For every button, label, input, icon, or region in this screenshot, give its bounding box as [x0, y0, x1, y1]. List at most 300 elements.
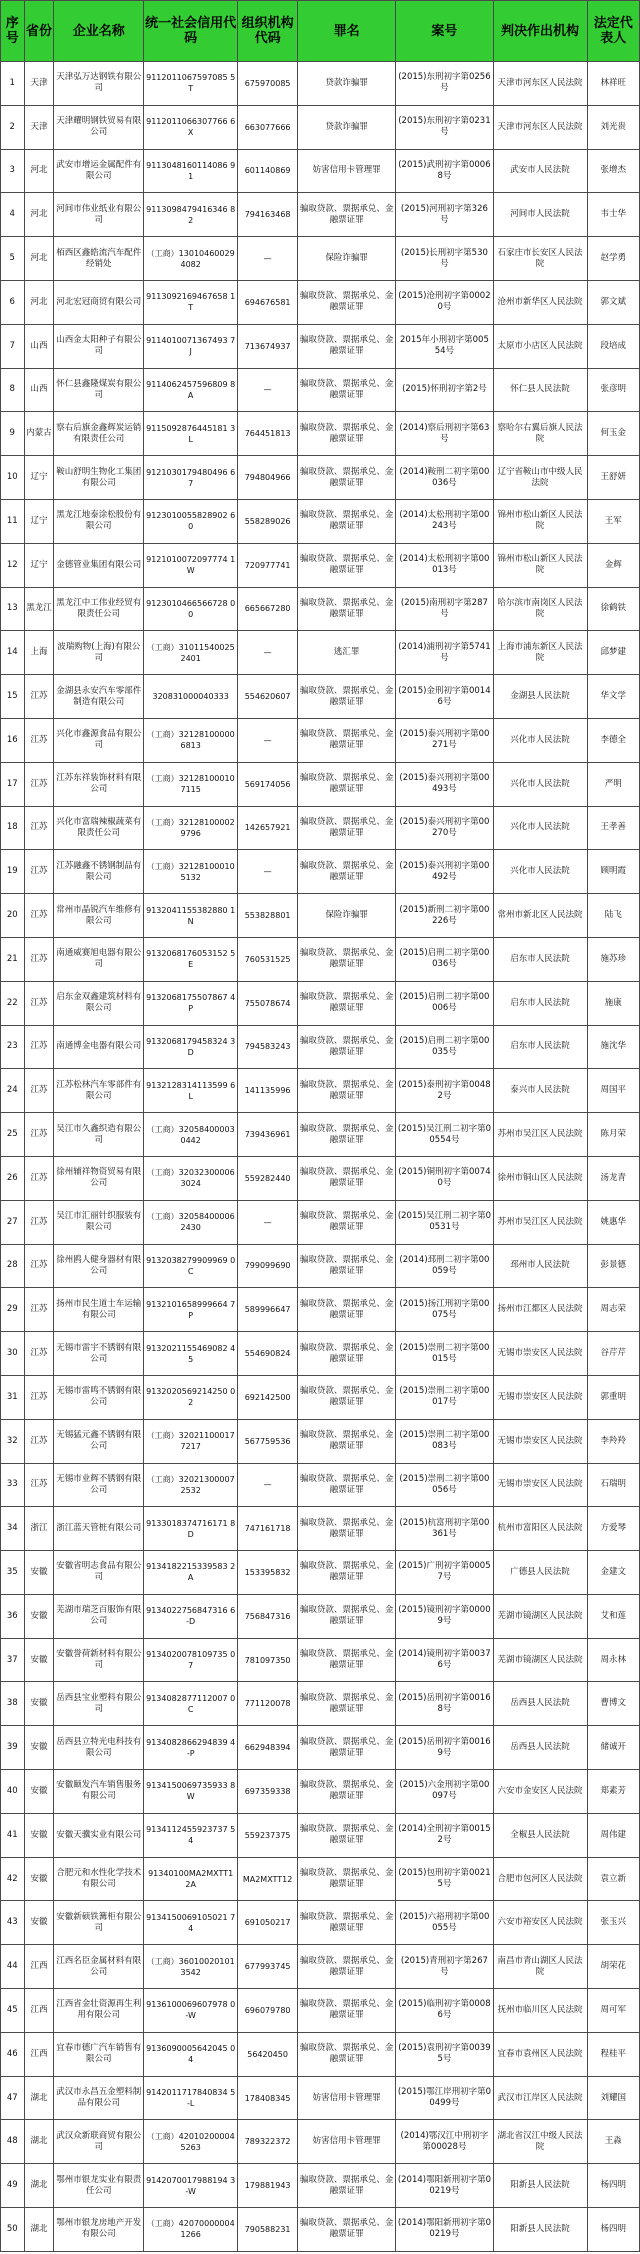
company-name-cell: 金湖县永安汽车零部件制造有限公司 — [54, 675, 144, 719]
org-code-cell: 771120078 — [238, 1682, 298, 1726]
seq-cell: 48 — [1, 2120, 25, 2164]
legal-rep-cell: 彭景德 — [587, 1244, 639, 1288]
header-court: 判决作出机构 — [493, 1, 587, 62]
table-row — [1, 1288, 640, 1332]
org-code-cell: 756847316 — [238, 1594, 298, 1638]
charge-cell: 骗取贷款、票据承兑、金融票证罪 — [298, 1901, 396, 1945]
court-cell: 湖北省汉江中级人民法院 — [493, 2120, 587, 2164]
seq-cell: 21 — [1, 937, 25, 981]
province-cell: 江苏 — [24, 806, 54, 850]
case-number-cell: (2015)泰刑初字第00482号 — [396, 1069, 493, 1113]
legal-rep-cell: 顾明霞 — [587, 850, 639, 894]
court-cell: 锦州市松山新区人民法院 — [493, 499, 587, 543]
credit-code-cell: （工商）420700000041266 — [144, 2208, 238, 2252]
seq-cell: 30 — [1, 1332, 25, 1376]
seq-cell: 17 — [1, 762, 25, 806]
province-cell: 河北 — [24, 149, 54, 193]
table-row — [1, 149, 640, 193]
province-cell: 江苏 — [24, 1419, 54, 1463]
court-cell: 阳新县人民法院 — [493, 2208, 587, 2252]
court-cell: 宜春市袁州区人民法院 — [493, 2032, 587, 2076]
province-cell: 辽宁 — [24, 456, 54, 500]
table-row — [1, 1375, 640, 1419]
seq-cell: 45 — [1, 1989, 25, 2033]
case-number-cell: (2015)泰兴刑初字第00271号 — [396, 718, 493, 762]
province-cell: 江苏 — [24, 1156, 54, 1200]
legal-rep-cell: 刘光贵 — [587, 105, 639, 149]
province-cell: 江苏 — [24, 894, 54, 938]
seq-cell: 15 — [1, 675, 25, 719]
court-cell: 天津市河东区人民法院 — [493, 105, 587, 149]
court-cell: 岳西县人民法院 — [493, 1682, 587, 1726]
legal-rep-cell: 张彦明 — [587, 368, 639, 412]
table-row — [1, 324, 640, 368]
company-name-cell: 南通博金电器有限公司 — [54, 1025, 144, 1069]
charge-cell: 骗取贷款、票据承兑、金融票证罪 — [298, 280, 396, 324]
seq-cell: 25 — [1, 1113, 25, 1157]
credit-code-cell: 9123010055828902 60 — [144, 499, 238, 543]
province-cell: 湖北 — [24, 2076, 54, 2120]
org-code-cell: 697359338 — [238, 1770, 298, 1814]
org-code-cell: 178408345 — [238, 2076, 298, 2120]
province-cell: 安徽 — [24, 1813, 54, 1857]
charge-cell: 骗取贷款、票据承兑、金融票证罪 — [298, 762, 396, 806]
charge-cell: 骗取贷款、票据承兑、金融票证罪 — [298, 1726, 396, 1770]
table-row — [1, 1857, 640, 1901]
province-cell: 湖北 — [24, 2120, 54, 2164]
case-number-cell: (2015)袁刑初字第00395号 — [396, 2032, 493, 2076]
table-row — [1, 1901, 640, 1945]
case-number-cell: (2015)东刑初字第0256号 — [396, 62, 493, 106]
charge-cell: 妨害信用卡管理罪 — [298, 2120, 396, 2164]
case-number-cell: (2015)镜刑初字第00009号 — [396, 1594, 493, 1638]
header-company-name: 企业名称 — [54, 1, 144, 62]
court-cell: 启东市人民法院 — [493, 981, 587, 1025]
province-cell: 江西 — [24, 1945, 54, 1989]
company-name-cell: 兴化市富瑞辣椒蔬菜有限责任公司 — [54, 806, 144, 850]
credit-code-cell: 9132038279909969 0C — [144, 1244, 238, 1288]
org-code-cell: 142657921 — [238, 806, 298, 850]
company-name-cell: 常州市晶锐汽车维修有限公司 — [54, 894, 144, 938]
legal-rep-cell: 谷芹芹 — [587, 1332, 639, 1376]
credit-code-cell: 9123010466566728 00 — [144, 587, 238, 631]
legal-rep-cell: 储诚开 — [587, 1726, 639, 1770]
charge-cell: 骗取贷款、票据承兑、金融票证罪 — [298, 1638, 396, 1682]
province-cell: 江苏 — [24, 1288, 54, 1332]
legal-rep-cell: 姚惠华 — [587, 1200, 639, 1244]
org-code-cell: 691050217 — [238, 1901, 298, 1945]
charge-cell: 骗取贷款、票据承兑、金融票证罪 — [298, 718, 396, 762]
court-cell: 无锡市崇安区人民法院 — [493, 1375, 587, 1419]
charge-cell: 骗取贷款、票据承兑、金融票证罪 — [298, 193, 396, 237]
table-row — [1, 1551, 640, 1595]
court-cell: 阳新县人民法院 — [493, 2164, 587, 2208]
province-cell: 河北 — [24, 280, 54, 324]
province-cell: 安徽 — [24, 1770, 54, 1814]
province-cell: 江苏 — [24, 937, 54, 981]
case-number-cell: (2015)泰兴刑初字第00270号 — [396, 806, 493, 850]
company-name-cell: 徐州鸥人健身器材有限公司 — [54, 1244, 144, 1288]
company-name-cell: 安徽新硕铁篝柜有限公司 — [54, 1901, 144, 1945]
charge-cell: 骗取贷款、票据承兑、金融票证罪 — [298, 1813, 396, 1857]
court-cell: 泰兴市人民法院 — [493, 1069, 587, 1113]
case-number-cell: (2014)浦刑初字第5741号 — [396, 631, 493, 675]
case-number-cell: (2014)镜刑初字第00376号 — [396, 1638, 493, 1682]
table-row — [1, 543, 640, 587]
company-name-cell: 天津耀明钢铁贸易有限公司 — [54, 105, 144, 149]
case-number-cell: (2015)长刑初字第530号 — [396, 237, 493, 281]
org-code-cell: 755078674 — [238, 981, 298, 1025]
table-row — [1, 1594, 640, 1638]
table-row — [1, 105, 640, 149]
charge-cell: 骗取贷款、票据承兑、金融票证罪 — [298, 1857, 396, 1901]
case-number-cell: (2014)邳刑二初字第00059号 — [396, 1244, 493, 1288]
legal-rep-cell: 杨四明 — [587, 2164, 639, 2208]
legal-rep-cell: 严明 — [587, 762, 639, 806]
org-code-cell: 747161718 — [238, 1507, 298, 1551]
court-cell: 邳州市人民法院 — [493, 1244, 587, 1288]
province-cell: 河北 — [24, 193, 54, 237]
seq-cell: 4 — [1, 193, 25, 237]
case-number-cell: (2015)鄂江岸刑初字第00499号 — [396, 2076, 493, 2120]
company-name-cell: 河间市伟业纸业有限公司 — [54, 193, 144, 237]
credit-code-cell: 9132068175507867 4P — [144, 981, 238, 1025]
seq-cell: 7 — [1, 324, 25, 368]
case-number-cell: (2014)察后刑初字第63号 — [396, 412, 493, 456]
company-name-cell: 芜湖市瑞芝百服饰有限公司 — [54, 1594, 144, 1638]
company-name-cell: 无锡市雷鸣不锈钢有限公司 — [54, 1375, 144, 1419]
case-number-cell: (2015)扬江刑初字第00075号 — [396, 1288, 493, 1332]
charge-cell: 骗取贷款、票据承兑、金融票证罪 — [298, 543, 396, 587]
legal-rep-cell: 杨四明 — [587, 2208, 639, 2252]
legal-rep-cell: 陈月荣 — [587, 1113, 639, 1157]
court-cell: 锦州市松山新区人民法院 — [493, 543, 587, 587]
charge-cell: 骗取贷款、票据承兑、金融票证罪 — [298, 1375, 396, 1419]
charge-cell: 骗取贷款、票据承兑、金融票证罪 — [298, 850, 396, 894]
company-name-cell: 江西省金壮资源再生利用有限公司 — [54, 1989, 144, 2033]
org-code-cell: 554620607 — [238, 675, 298, 719]
seq-cell: 1 — [1, 62, 25, 106]
credit-code-cell: （工商）310115400252401 — [144, 631, 238, 675]
legal-rep-cell: 陆飞 — [587, 894, 639, 938]
org-code-cell: 56420450 — [238, 2032, 298, 2076]
legal-rep-cell: 曹博文 — [587, 1682, 639, 1726]
court-cell: 六安市裕安区人民法院 — [493, 1901, 587, 1945]
case-number-cell: (2015)南刑初字第287号 — [396, 587, 493, 631]
province-cell: 山西 — [24, 324, 54, 368]
legal-rep-cell: 程桂平 — [587, 2032, 639, 2076]
table-row — [1, 631, 640, 675]
credit-code-cell: （工商）321281000006813 — [144, 718, 238, 762]
charge-cell: 骗取贷款、票据承兑、金融票证罪 — [298, 1156, 396, 1200]
company-name-cell: 武汉众新联商贸有限公司 — [54, 2120, 144, 2164]
org-code-cell: 799099690 — [238, 1244, 298, 1288]
legal-rep-cell: 汤龙青 — [587, 1156, 639, 1200]
company-name-cell: 兴化市鑫源食品有限公司 — [54, 718, 144, 762]
legal-rep-cell: 张增杰 — [587, 149, 639, 193]
seq-cell: 3 — [1, 149, 25, 193]
org-code-cell: — — [238, 1463, 298, 1507]
charge-cell: 骗取贷款、票据承兑、金融票证罪 — [298, 1200, 396, 1244]
charge-cell: 骗取贷款、票据承兑、金融票证罪 — [298, 1288, 396, 1332]
seq-cell: 40 — [1, 1770, 25, 1814]
company-name-cell: 鞍山舒明生物化工集团有限公司 — [54, 456, 144, 500]
province-cell: 浙江 — [24, 1507, 54, 1551]
charge-cell: 骗取贷款、票据承兑、金融票证罪 — [298, 806, 396, 850]
seq-cell: 23 — [1, 1025, 25, 1069]
seq-cell: 38 — [1, 1682, 25, 1726]
company-name-cell: 江苏松林汽车零部件有限公司 — [54, 1069, 144, 1113]
table-row — [1, 1156, 640, 1200]
table-row — [1, 456, 640, 500]
table-row — [1, 1682, 640, 1726]
credit-code-cell: 9133018374716171 8D — [144, 1507, 238, 1551]
org-code-cell: 601140869 — [238, 149, 298, 193]
legal-rep-cell: 王军 — [587, 499, 639, 543]
case-number-cell: (2015)崇刑二初字第00015号 — [396, 1332, 493, 1376]
charge-cell: 骗取贷款、票据承兑、金融票证罪 — [298, 499, 396, 543]
charge-cell: 逃汇罪 — [298, 631, 396, 675]
charge-cell: 骗取贷款、票据承兑、金融票证罪 — [298, 1332, 396, 1376]
credit-code-cell: 9134150069105021 74 — [144, 1901, 238, 1945]
credit-code-cell: 9134150069735933 8W — [144, 1770, 238, 1814]
seq-cell: 10 — [1, 456, 25, 500]
charge-cell: 贷款诈骗罪 — [298, 62, 396, 106]
case-number-cell: (2015)吴江刑二初字第00554号 — [396, 1113, 493, 1157]
court-cell: 无锡市崇安区人民法院 — [493, 1463, 587, 1507]
table-row — [1, 1025, 640, 1069]
header-credit-code: 统一社会信用代码 — [144, 1, 238, 62]
credit-code-cell: 9121010072097774 1W — [144, 543, 238, 587]
table-row — [1, 368, 640, 412]
seq-cell: 43 — [1, 1901, 25, 1945]
org-code-cell: — — [238, 368, 298, 412]
table-row — [1, 1989, 640, 2033]
province-cell: 江苏 — [24, 675, 54, 719]
org-code-cell: — — [238, 237, 298, 281]
case-number-cell: (2015)崇刑二初字第00017号 — [396, 1375, 493, 1419]
table-row — [1, 193, 640, 237]
credit-code-cell: （工商）320584000030442 — [144, 1113, 238, 1157]
org-code-cell: 141135996 — [238, 1069, 298, 1113]
org-code-cell: — — [238, 718, 298, 762]
court-cell: 广德县人民法院 — [493, 1551, 587, 1595]
company-name-cell: 扬州市民生道士车运输有限公司 — [54, 1288, 144, 1332]
seq-cell: 2 — [1, 105, 25, 149]
credit-code-cell: 9132068176053152 5E — [144, 937, 238, 981]
court-cell: 兴化市人民法院 — [493, 850, 587, 894]
table-row — [1, 1726, 640, 1770]
charge-cell: 骗取贷款、票据承兑、金融票证罪 — [298, 456, 396, 500]
table-row — [1, 1332, 640, 1376]
case-number-cell: (2015)临刑初字第00086号 — [396, 1989, 493, 2033]
legal-rep-cell: 何玉金 — [587, 412, 639, 456]
table-row — [1, 1813, 640, 1857]
case-number-cell: (2014)鄂阳新刑初字第00219号 — [396, 2164, 493, 2208]
case-number-cell: (2015)岳刑初字第00168号 — [396, 1682, 493, 1726]
org-code-cell: 559282440 — [238, 1156, 298, 1200]
credit-code-cell: （工商）130104600294082 — [144, 237, 238, 281]
legal-rep-cell: 华文学 — [587, 675, 639, 719]
seq-cell: 26 — [1, 1156, 25, 1200]
org-code-cell: 696079780 — [238, 1989, 298, 2033]
seq-cell: 35 — [1, 1551, 25, 1595]
company-name-cell: 江西名臣金属材料有限公司 — [54, 1945, 144, 1989]
charge-cell: 骗取贷款、票据承兑、金融票证罪 — [298, 1682, 396, 1726]
company-name-cell: 黑龙江地泰涂松股份有限公司 — [54, 499, 144, 543]
legal-rep-cell: 施康 — [587, 981, 639, 1025]
credit-code-cell: 9136090005642045 04 — [144, 2032, 238, 2076]
province-cell: 江苏 — [24, 1025, 54, 1069]
table-row — [1, 2208, 640, 2252]
legal-rep-cell: 周可军 — [587, 1989, 639, 2033]
company-name-cell: 天津弘万达钢铁有限公司 — [54, 62, 144, 106]
seq-cell: 42 — [1, 1857, 25, 1901]
org-code-cell: 789322372 — [238, 2120, 298, 2164]
table-row — [1, 850, 640, 894]
company-name-cell: 武汉市永昌五金塑料制品有限公司 — [54, 2076, 144, 2120]
case-number-cell: (2015)岳刑初字第00169号 — [396, 1726, 493, 1770]
charge-cell: 骗取贷款、票据承兑、金融票证罪 — [298, 1025, 396, 1069]
legal-rep-cell: 周永林 — [587, 1638, 639, 1682]
legal-rep-cell: 郑素芳 — [587, 1770, 639, 1814]
province-cell: 安徽 — [24, 1551, 54, 1595]
credit-code-cell: 9132101658999664 7P — [144, 1288, 238, 1332]
legal-rep-cell: 郭文斌 — [587, 280, 639, 324]
credit-code-cell: （工商）320213000072532 — [144, 1463, 238, 1507]
case-number-cell: (2015)泰兴刑初字第00493号 — [396, 762, 493, 806]
org-code-cell: 558289026 — [238, 499, 298, 543]
credit-code-cell: （工商）320323000063024 — [144, 1156, 238, 1200]
header-seq: 序号 — [1, 1, 25, 62]
legal-rep-cell: 韦士华 — [587, 193, 639, 237]
legal-rep-cell: 方爱琴 — [587, 1507, 639, 1551]
court-cell: 兴化市人民法院 — [493, 718, 587, 762]
court-cell: 兴化市人民法院 — [493, 762, 587, 806]
company-name-cell: 河北宏冠商贸有限公司 — [54, 280, 144, 324]
province-cell: 安徽 — [24, 1638, 54, 1682]
company-name-cell: 启东金双鑫建筑材料有限公司 — [54, 981, 144, 1025]
org-code-cell: — — [238, 1200, 298, 1244]
company-name-cell: 安徽天骥实业有限公司 — [54, 1813, 144, 1857]
company-name-cell: 宜春市德广汽车销售有限公司 — [54, 2032, 144, 2076]
province-cell: 江苏 — [24, 718, 54, 762]
province-cell: 江苏 — [24, 1463, 54, 1507]
header-legal-rep: 法定代表人 — [587, 1, 639, 62]
case-number-cell: (2015)崇刑二初字第00083号 — [396, 1419, 493, 1463]
case-number-cell: (2015)沧刑初字第00020号 — [396, 280, 493, 324]
legal-rep-cell: 周国平 — [587, 1069, 639, 1113]
seq-cell: 24 — [1, 1069, 25, 1113]
legal-rep-cell: 赵学勇 — [587, 237, 639, 281]
court-cell: 金湖县人民法院 — [493, 675, 587, 719]
charge-cell: 保险诈骗罪 — [298, 237, 396, 281]
case-number-cell: (2014)全刑初字第00152号 — [396, 1813, 493, 1857]
province-cell: 江苏 — [24, 1069, 54, 1113]
company-name-cell: 安徽颐发汽车销售服务有限公司 — [54, 1770, 144, 1814]
legal-rep-cell: 李羚羚 — [587, 1419, 639, 1463]
table-row — [1, 1770, 640, 1814]
org-code-cell: 764451813 — [238, 412, 298, 456]
header-org-code: 组织机构代码 — [238, 1, 298, 62]
province-cell: 安徽 — [24, 1594, 54, 1638]
legal-rep-cell: 胡荣花 — [587, 1945, 639, 1989]
company-name-cell: 金德管业集团有限公司 — [54, 543, 144, 587]
table-row — [1, 718, 640, 762]
case-number-cell: (2015)启刑二初字第00035号 — [396, 1025, 493, 1069]
legal-rep-cell: 王淼 — [587, 2120, 639, 2164]
credit-code-cell: 9134112455923737 54 — [144, 1813, 238, 1857]
charge-cell: 骗取贷款、票据承兑、金融票证罪 — [298, 1594, 396, 1638]
charge-cell: 妨害信用卡管理罪 — [298, 2076, 396, 2120]
table-row — [1, 2032, 640, 2076]
case-number-cell: (2014)鄂汉江中刑初字第00028号 — [396, 2120, 493, 2164]
case-number-cell: (2015)怀刑初字第2号 — [396, 368, 493, 412]
header-row — [1, 1, 640, 62]
org-code-cell: 713674937 — [238, 324, 298, 368]
seq-cell: 13 — [1, 587, 25, 631]
credit-code-cell: （工商）360100201013542 — [144, 1945, 238, 1989]
credit-code-cell: 9134082877112007 0C — [144, 1682, 238, 1726]
province-cell: 江苏 — [24, 762, 54, 806]
table-row — [1, 1069, 640, 1113]
company-name-cell: 鄂州市银龙实业有限责任公司 — [54, 2164, 144, 2208]
legal-rep-cell: 王舒妍 — [587, 456, 639, 500]
court-cell: 太原市小店区人民法院 — [493, 324, 587, 368]
legal-rep-cell: 李德全 — [587, 718, 639, 762]
credit-code-cell: 9134022756847316 6-D — [144, 1594, 238, 1638]
table-row — [1, 62, 640, 106]
seq-cell: 28 — [1, 1244, 25, 1288]
legal-rep-cell: 刘耀国 — [587, 2076, 639, 2120]
court-cell: 兴化市人民法院 — [493, 806, 587, 850]
credit-code-cell: （工商）320211000177217 — [144, 1419, 238, 1463]
case-number-cell: (2014)鄂阳新刑初字第00219号 — [396, 2208, 493, 2252]
court-cell: 辽宁省鞍山市中级人民法院 — [493, 456, 587, 500]
charge-cell: 骗取贷款、票据承兑、金融票证罪 — [298, 1463, 396, 1507]
seq-cell: 8 — [1, 368, 25, 412]
court-cell: 武安市人民法院 — [493, 149, 587, 193]
court-cell: 苏州市吴江区人民法院 — [493, 1200, 587, 1244]
table-row — [1, 499, 640, 543]
province-cell: 河北 — [24, 237, 54, 281]
table-row — [1, 1244, 640, 1288]
seq-cell: 34 — [1, 1507, 25, 1551]
charge-cell: 贷款诈骗罪 — [298, 105, 396, 149]
court-cell: 察哈尔右翼后旗人民法院 — [493, 412, 587, 456]
org-code-cell: MA2MXTT12 — [238, 1857, 298, 1901]
org-code-cell: 794583243 — [238, 1025, 298, 1069]
charge-cell: 保险诈骗罪 — [298, 894, 396, 938]
table-row — [1, 237, 640, 281]
company-name-cell: 吴江市汇丽针织服装有限公司 — [54, 1200, 144, 1244]
case-number-cell: (2015)河刑初字第326号 — [396, 193, 493, 237]
case-number-cell: 2015年小刑初字第00554号 — [396, 324, 493, 368]
case-number-cell: (2015)新刑二初字第00226号 — [396, 894, 493, 938]
seq-cell: 6 — [1, 280, 25, 324]
legal-rep-cell: 王孝善 — [587, 806, 639, 850]
org-code-cell: 567759536 — [238, 1419, 298, 1463]
seq-cell: 19 — [1, 850, 25, 894]
company-name-cell: 浙江蓝天管桩有限公司 — [54, 1507, 144, 1551]
org-code-cell: 179881943 — [238, 2164, 298, 2208]
province-cell: 安徽 — [24, 1726, 54, 1770]
province-cell: 天津 — [24, 105, 54, 149]
court-cell: 河间市人民法院 — [493, 193, 587, 237]
charge-cell: 骗取贷款、票据承兑、金融票证罪 — [298, 981, 396, 1025]
seq-cell: 18 — [1, 806, 25, 850]
court-cell: 石家庄市长安区人民法院 — [493, 237, 587, 281]
